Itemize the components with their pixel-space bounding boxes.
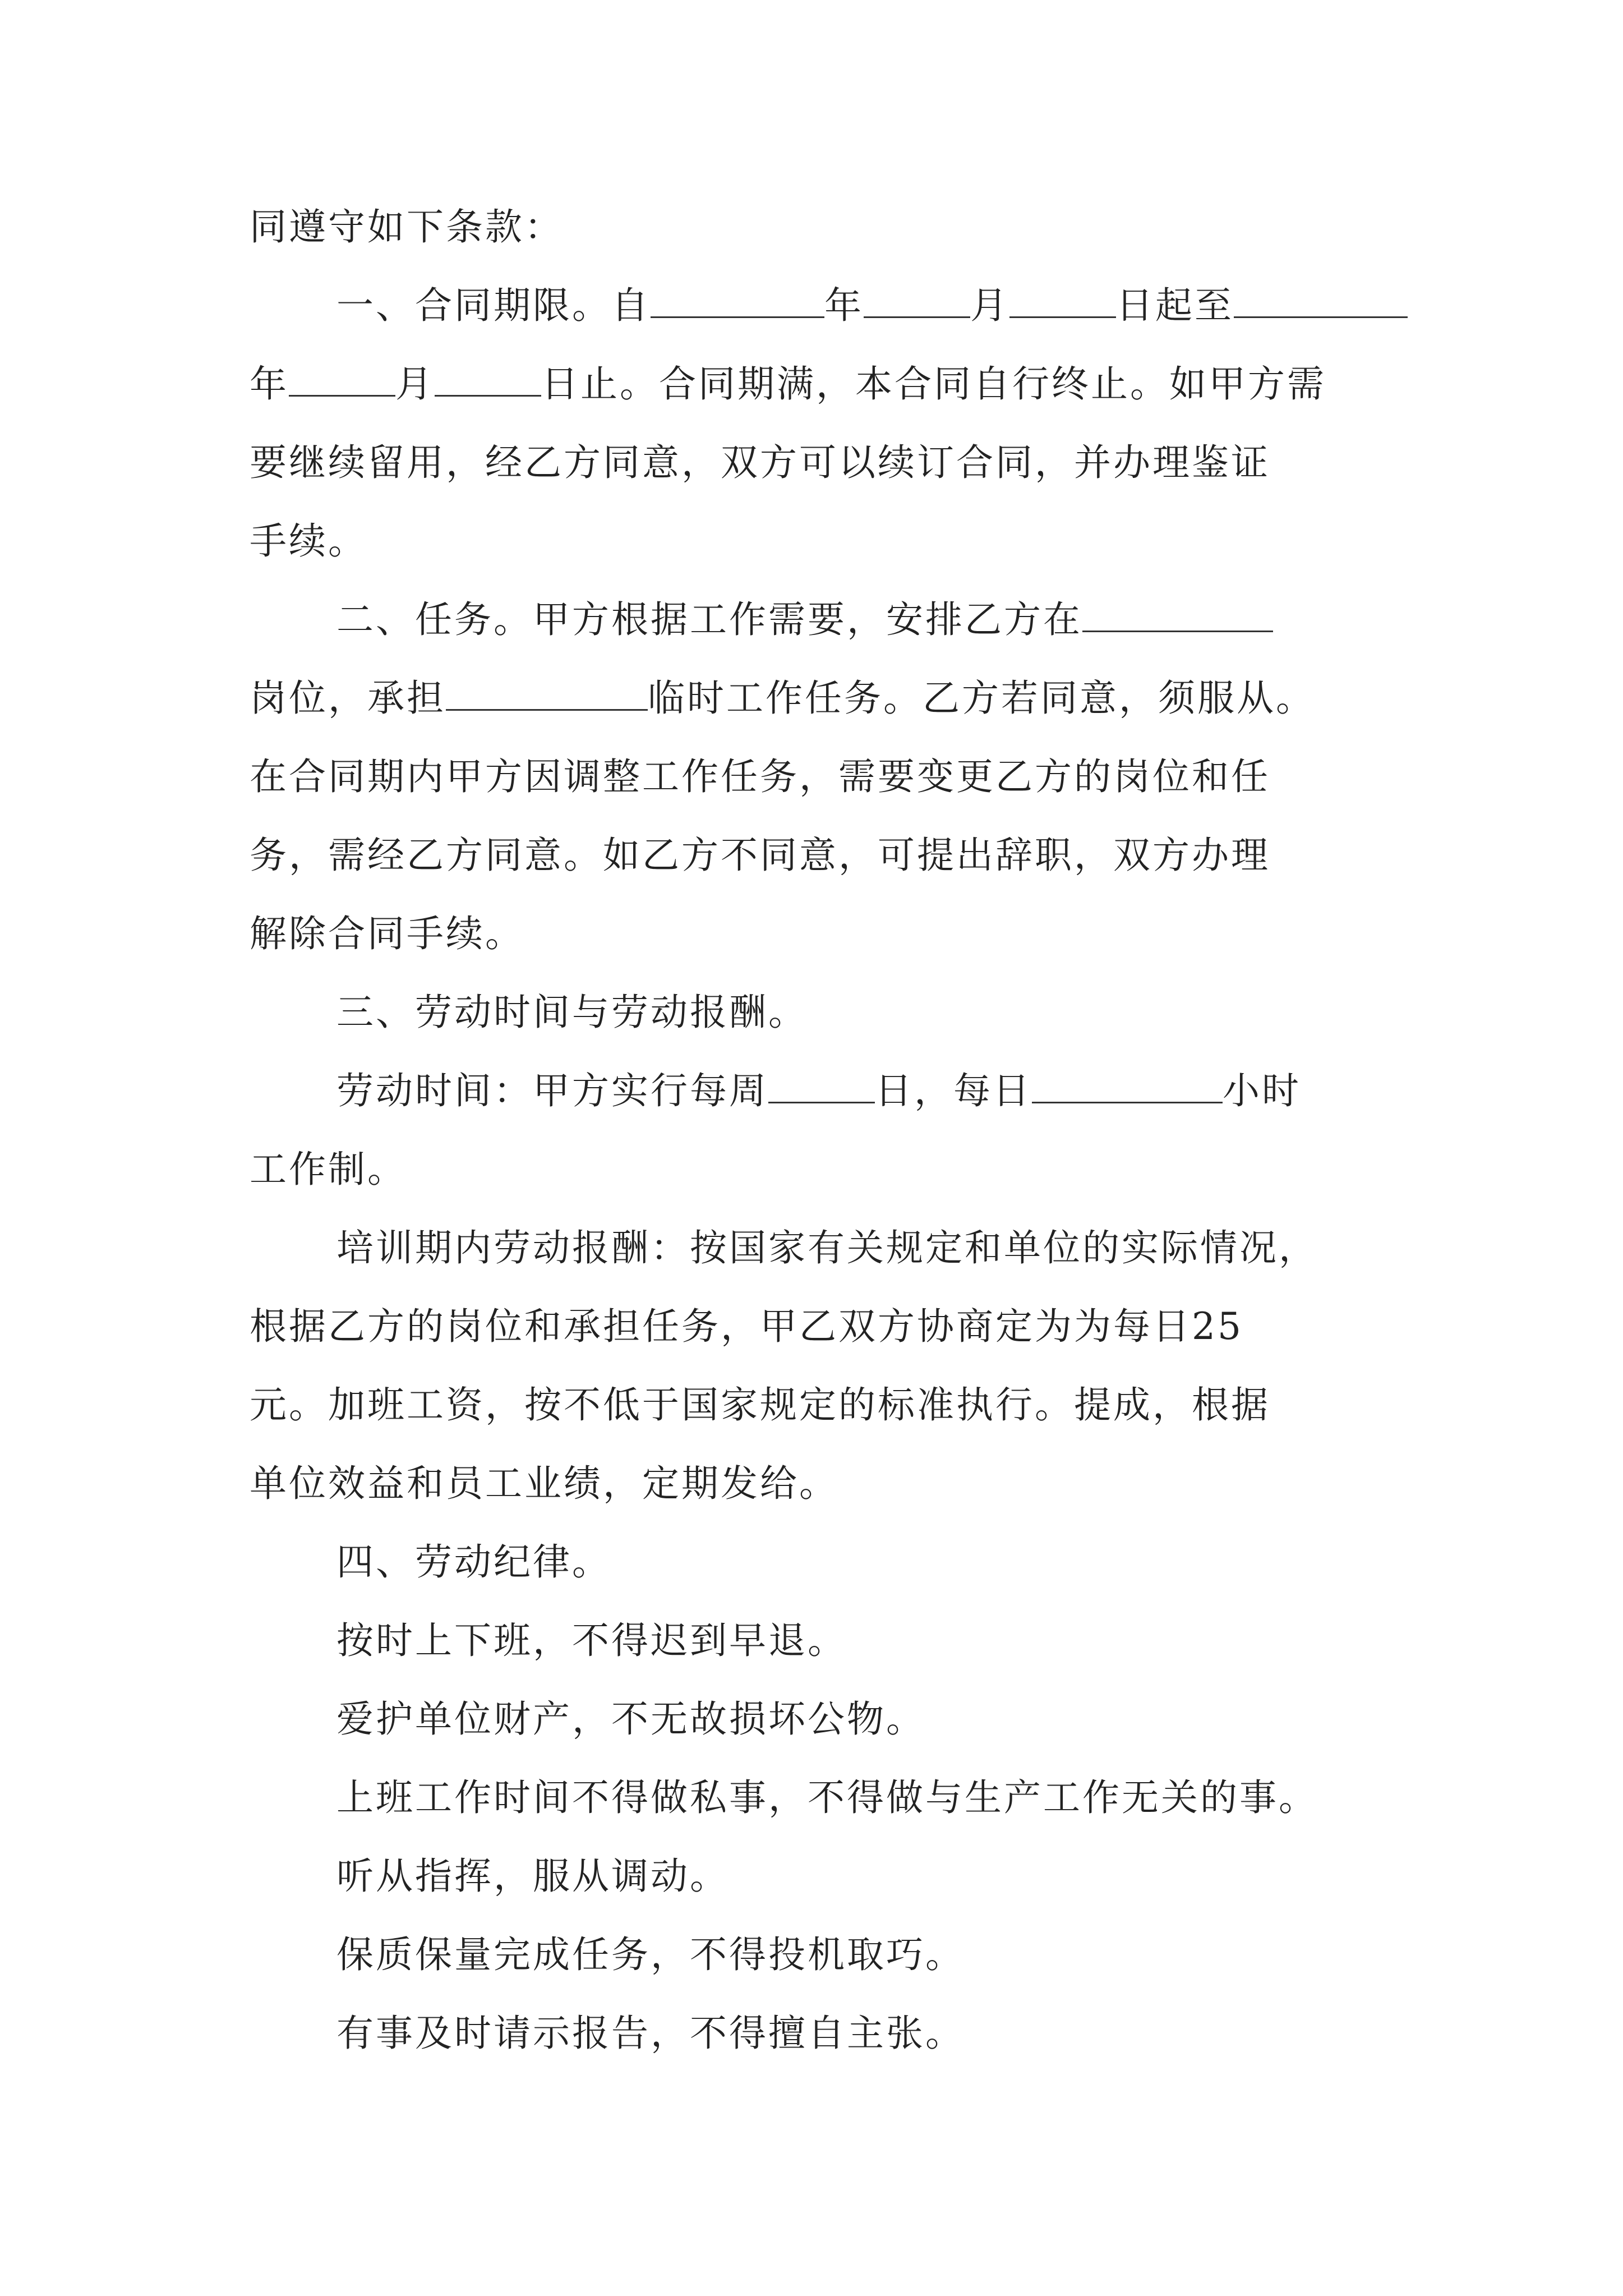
text: 年: [250, 362, 289, 406]
text: 培训期内劳动报酬：按国家有关规定和单位的实际情况，: [336, 1226, 1318, 1269]
text: 根据乙方的岗位和承担任务，甲乙双方协商定为为每日25: [250, 1305, 1243, 1348]
paragraph-line: [250, 199, 564, 255]
rule-item: [336, 1613, 847, 1669]
text: 月: [395, 362, 435, 406]
text: 月: [970, 284, 1009, 327]
clause-2-task-line: [336, 592, 1273, 648]
blank-position[interactable]: [1082, 596, 1273, 632]
text: 爱护单位财产，不无故损坏公物。: [336, 1697, 925, 1741]
text: 要继续留用，经乙方同意，双方可以续订合同，并办理鉴证: [250, 441, 1270, 484]
text: 工作制。: [250, 1148, 407, 1191]
rule-item: [336, 2005, 965, 2062]
paragraph-line: [250, 906, 524, 962]
text: 保质保量完成任务，不得投机取巧。: [336, 1933, 965, 1976]
text: 上班工作时间不得做私事，不得做与生产工作无关的事。: [336, 1776, 1318, 1819]
text: 劳动时间：甲方实行每周: [336, 1069, 768, 1112]
text: 在合同期内甲方因调整工作任务，需要变更乙方的岗位和任: [250, 755, 1270, 798]
rule-item: [336, 1770, 1318, 1826]
blank-end-day[interactable]: [435, 360, 541, 397]
text: 解除合同手续。: [250, 912, 524, 955]
text: 小时: [1223, 1069, 1301, 1112]
rule-item: [336, 1848, 729, 1904]
blank-start-year[interactable]: [651, 282, 824, 318]
clause-2-task-line-2: [250, 670, 1315, 726]
text: 务，需经乙方同意。如乙方不同意，可提出辞职，双方办理: [250, 834, 1270, 877]
text: 按时上下班，不得迟到早退。: [336, 1619, 847, 1662]
text: 临时工作任务。乙方若同意，须服从。: [648, 677, 1315, 720]
clause-1-term-line-2: [250, 356, 1326, 412]
text: 日止。合同期满，本合同自行终止。如甲方需: [541, 362, 1326, 406]
text: 四、劳动纪律。: [336, 1540, 611, 1584]
blank-start-day[interactable]: [1009, 282, 1116, 318]
text: 单位效益和员工业绩，定期发给。: [250, 1462, 838, 1505]
text: 二、任务。甲方根据工作需要，安排乙方在: [336, 598, 1082, 641]
text: 日起至: [1116, 284, 1234, 327]
paragraph-line: [250, 435, 1270, 491]
blank-end-year[interactable]: [1234, 282, 1408, 318]
paragraph-line: [250, 827, 1270, 884]
blank-days-per-week[interactable]: [768, 1067, 875, 1103]
text: 同遵守如下条款：: [250, 205, 564, 249]
blank-start-month[interactable]: [864, 282, 970, 318]
blank-end-month[interactable]: [289, 360, 395, 397]
text: 三、劳动时间与劳动报酬。: [336, 991, 808, 1034]
blank-task[interactable]: [446, 674, 648, 711]
rule-item: [336, 1691, 925, 1747]
text: 年: [824, 284, 864, 327]
text: 听从指挥，服从调动。: [336, 1855, 729, 1898]
paragraph-line: [250, 1456, 838, 1512]
rule-item: [336, 1927, 965, 1983]
paragraph-line: [336, 1220, 1318, 1276]
paragraph-line: [250, 1142, 407, 1198]
text: 元。加班工资，按不低于国家规定的标准执行。提成，根据: [250, 1383, 1270, 1427]
clause-1-term-line: [336, 278, 1408, 334]
text: 有事及时请示报告，不得擅自主张。: [336, 2012, 965, 2055]
text: 一、合同期限。自: [336, 284, 651, 327]
paragraph-line: [250, 513, 367, 569]
text: 岗位，承担: [250, 677, 446, 720]
section-heading: [336, 984, 808, 1041]
section-heading: [336, 1534, 611, 1590]
text: 手续。: [250, 519, 367, 563]
blank-hours-per-day[interactable]: [1032, 1067, 1223, 1103]
paragraph-line: [250, 749, 1270, 805]
paragraph-line: [250, 1299, 1243, 1355]
paragraph-line: [250, 1377, 1270, 1433]
work-hours-line: [336, 1063, 1301, 1119]
text: 日，每日: [875, 1069, 1032, 1112]
